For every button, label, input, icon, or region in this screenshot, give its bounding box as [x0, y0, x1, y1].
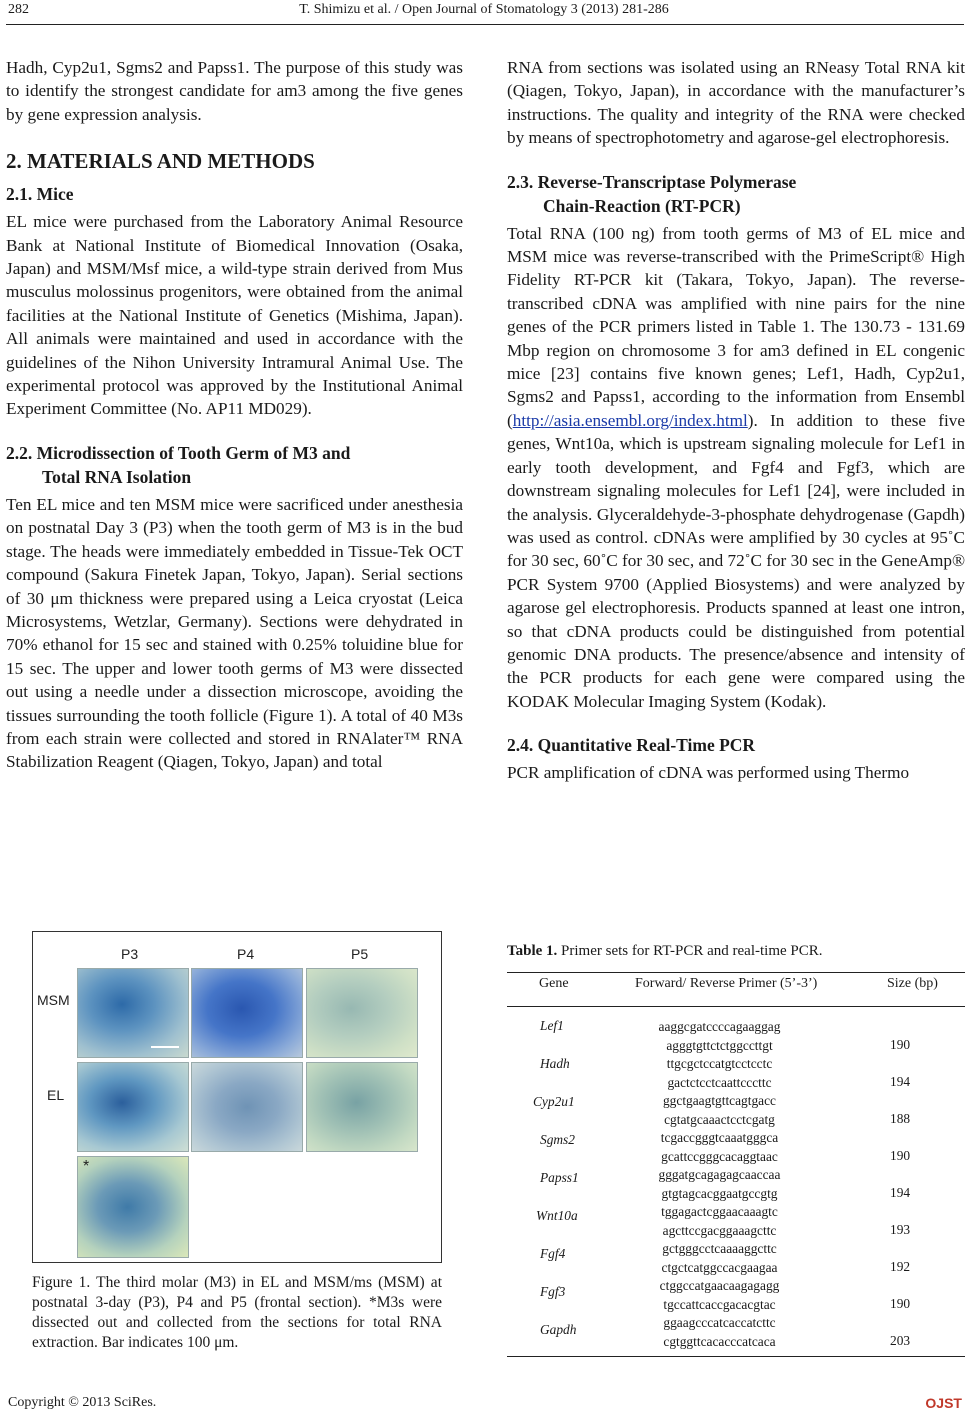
table-primer-cell: tgccattcaccgacacgtac	[663, 1296, 776, 1312]
section-2-3-text	[507, 222, 965, 714]
table-header-rule	[507, 1006, 965, 1007]
table-primer-cell: agggtgttctctggccttgt	[666, 1037, 773, 1053]
table-primer-cell: gggatgcagagagcaaccaa	[658, 1167, 781, 1182]
table-primer-cell: gcattccgggcacaggtaac	[661, 1148, 778, 1164]
journal-abbrev: OJST	[925, 1395, 962, 1411]
copyright: Copyright © 2013 SciRes.	[8, 1395, 157, 1410]
table-size-cell: 192	[890, 1259, 911, 1274]
section-2-4-text: PCR amplification of cDNA was performed using Thermo	[507, 763, 910, 783]
section-2-3-text-b: ). In addition to these five genes, Wnt10a, which is upstream signaling molecule for Lef1 in early tooth development, and Fgf4 and Fgf3, which are downstream signaling molecules for Lef1 [24], were included in the analysis. Glyceraldehyde-3-phosphate dehydrogenase (Gapdh) was used as control. cDNAs were amplified by 30 cycles at 95˚C for 30 sec, 60˚C for 30 sec, and 72˚C for 30 sec in the GeneAmp® PCR System 9700 (Applied Biosystems) and were analyzed by agarose gel electrophoresis. Products spanned at least one intron, so that cDNA products could be distinguished from potential genomic DNA products. The presence/absence and intensity of the PCR products for each gene were compared using the KODAK Molecular Imaging System (Kodak).	[507, 410, 965, 711]
section-2-heading: 2. MATERIALS AND METHODS	[6, 149, 315, 174]
intro-end-paragraph: Hadh, Cyp2u1, Sgms2 and Papss1. The purpose of this study was to identify the strongest candidate for am3 among the five genes by gene expression analysis.	[6, 58, 463, 124]
asterisk-marker: *	[83, 1158, 90, 1175]
table-header-gene: Gene	[539, 976, 569, 991]
section-2-2-heading-line1: 2.2. Microdissection of Tooth Germ of M3 and	[6, 442, 351, 463]
section-2-1-text: EL mice were purchased from the Laboratory Animal Resource Bank at National Institute of Biomedical Innovation (Osaka, Japan) and MSM/Msf mice, a wild-type strain derived from Mus musculus molossinus progenitors, were obtained from the animal facilities at the National Institute of Genetics (Mishima, Japan). All animals were maintained and used in accordance with the guidelines of the Nihon University Intramural Animal Use. The experimental protocol was approved by the Institutional Animal Experiment Committee (No. AP11 MD029).	[6, 212, 463, 419]
table-header-size: Size (bp)	[887, 976, 938, 991]
table-size-cell: 194	[890, 1074, 911, 1089]
table-header-primer: Forward/ Reverse Primer (5’-3’)	[635, 976, 818, 991]
table-gene-cell: Lef1	[540, 1018, 564, 1033]
micrograph-el-p3	[77, 1062, 189, 1152]
left-column	[6, 56, 463, 774]
col-label-p4: P4	[237, 946, 255, 962]
section-2-1-heading: 2.1. Mice	[6, 184, 74, 205]
table-size-cell: 194	[890, 1185, 911, 1200]
section-2-3-heading	[507, 170, 965, 218]
table-size-cell: 190	[890, 1148, 911, 1163]
section-2-4-heading: 2.4. Quantitative Real-Time PCR	[507, 735, 756, 756]
scale-bar	[151, 1044, 181, 1050]
section-2-3-heading-line2: Chain-Reaction (RT-PCR)	[543, 195, 741, 216]
table-gene-cell: Wnt10a	[536, 1208, 578, 1223]
page-number: 282	[8, 2, 29, 17]
ensembl-link[interactable]: http://asia.ensembl.org/index.html	[512, 410, 748, 430]
figure-1-caption: Figure 1. The third molar (M3) in EL and MSM/ms (MSM) at postnatal 3-day (P3), P4 and P5 (frontal section). *M3s were dissected out and collected from the sections for total RNA extraction. Bar indicates 100 μm.	[32, 1274, 442, 1351]
micrograph-msm-p5	[306, 968, 418, 1058]
col-label-p3: P3	[121, 946, 139, 962]
table-gene-cell: Gapdh	[540, 1322, 577, 1337]
right-column	[507, 56, 965, 785]
table-primer-cell: gtgtagcacggaatgccgtg	[661, 1185, 778, 1201]
table-top-rule	[507, 972, 965, 973]
row-label-msm: MSM	[37, 992, 70, 1008]
table-gene-cell: Papss1	[540, 1170, 579, 1185]
table-primer-cell: gactctcctcaattcccttc	[667, 1074, 772, 1090]
table-primer-cell: ttgcgctccatgtcctcctc	[666, 1056, 773, 1071]
section-2-2-heading-line2: Total RNA Isolation	[42, 466, 192, 487]
table-size-cell: 193	[890, 1222, 911, 1237]
table-gene-cell: Fgf4	[540, 1246, 566, 1261]
table-bottom-rule	[507, 1356, 965, 1357]
table-1-caption-text: Primer sets for RT-PCR and real-time PCR.	[557, 943, 823, 959]
table-primer-cell: cgtggttcacacccatcaca	[663, 1333, 776, 1349]
table-gene-cell: Hadh	[540, 1056, 570, 1071]
section-2-2-heading	[6, 441, 463, 489]
section-2-3-heading-line1: 2.3. Reverse-Transcriptase Polymerase	[507, 171, 797, 192]
row-label-el: EL	[47, 1087, 65, 1103]
table-primer-cell: ctgctcatggccacgaagaa	[661, 1259, 778, 1275]
section-2-3-text-a: Total RNA (100 ng) from tooth germs of M3 of EL mice and MSM mice was reverse-transcribed with the PrimeScript® High Fidelity RT-PCR kit (Takara, Tokyo, Japan). The reverse-transcribed cDNA was amplified with nine pairs for the nine genes of the PCR primers listed in Table 1. The 130.73 - 131.69 Mbp region on chromosome 3 for am3 defined in EL congenic mice [23] contains five known genes; Lef1, Hadh, Cyp2u1, Sgms2 and Papss1, according to the information from Ensembl (	[507, 223, 965, 430]
table-gene-cell: Cyp2u1	[533, 1094, 575, 1109]
micrograph-msm-p4	[191, 968, 303, 1058]
table-primer-cell: gctgggcctcaaaaggcttc	[662, 1241, 777, 1256]
header-rule	[6, 24, 964, 25]
table-size-cell: 188	[890, 1111, 911, 1126]
table-size-cell: 203	[890, 1333, 911, 1348]
table-gene-cell: Fgf3	[540, 1284, 566, 1299]
micrograph-el-p5	[306, 1062, 418, 1152]
table-gene-cell: Sgms2	[540, 1132, 575, 1147]
table-primer-cell: tggagactcggaacaaagtc	[661, 1204, 778, 1219]
table-primer-cell: ctggccatgaacaagagagg	[659, 1278, 780, 1293]
micrograph-dissected-m3	[77, 1156, 189, 1258]
table-primer-cell: ggaagcccatcaccatcttc	[663, 1315, 776, 1330]
table-size-cell: 190	[890, 1296, 911, 1311]
table-1-caption	[507, 943, 823, 960]
table-primer-cell: ggctgaagtgttcagtgacc	[662, 1093, 777, 1108]
table-primer-cell: tcgaccgggtcaaatgggca	[660, 1130, 779, 1145]
section-2-2-text: Ten EL mice and ten MSM mice were sacrificed under anesthesia on postnatal Day 3 (P3) when the tooth germ of M3 is in the bud stage. The heads were immediately embedded in Tissue-Tek OCT compound (Sakura Finetek Japan, Tokyo, Japan). Serial sections of 30 μm thickness were prepared using a Leica cryostat (Leica Microsystems, Wetzlar, Germany). Sections were dehydrated in 70% ethanol for 15 sec and stained with 0.25% toluidine blue for 15 sec. The upper and lower tooth germs of M3 were dissected out using a needle under a dissection microscope, avoiding the tissues surrounding the tooth follicle (Figure 1). A total of 40 M3s from each strain were collected and stored in RNAlater™ RNA Stabilization Reagent (Qiagen, Tokyo, Japan) and total	[6, 494, 463, 772]
col-label-p5: P5	[351, 946, 369, 962]
micrograph-el-p4	[191, 1062, 303, 1152]
table-1-caption-label: Table 1.	[507, 943, 558, 959]
running-title: T. Shimizu et al. / Open Journal of Stomatology 3 (2013) 281-286	[299, 2, 669, 17]
rna-isolation-text: RNA from sections was isolated using an RNeasy Total RNA kit (Qiagen, Tokyo, Japan), in accordance with the manufacturer’s instructions. The quality and integrity of the RNA were checked by means of spectrophotometry and agarose-gel electrophoresis.	[507, 58, 965, 148]
table-primer-cell: agcttccgacggaaagcttc	[662, 1222, 777, 1238]
table-size-cell: 190	[890, 1037, 911, 1052]
table-primer-cell: aaggcgatccccagaaggag	[658, 1019, 781, 1034]
figure-1	[32, 931, 442, 1263]
table-primer-cell: cgtatgcaaactcctcgatg	[664, 1111, 775, 1127]
